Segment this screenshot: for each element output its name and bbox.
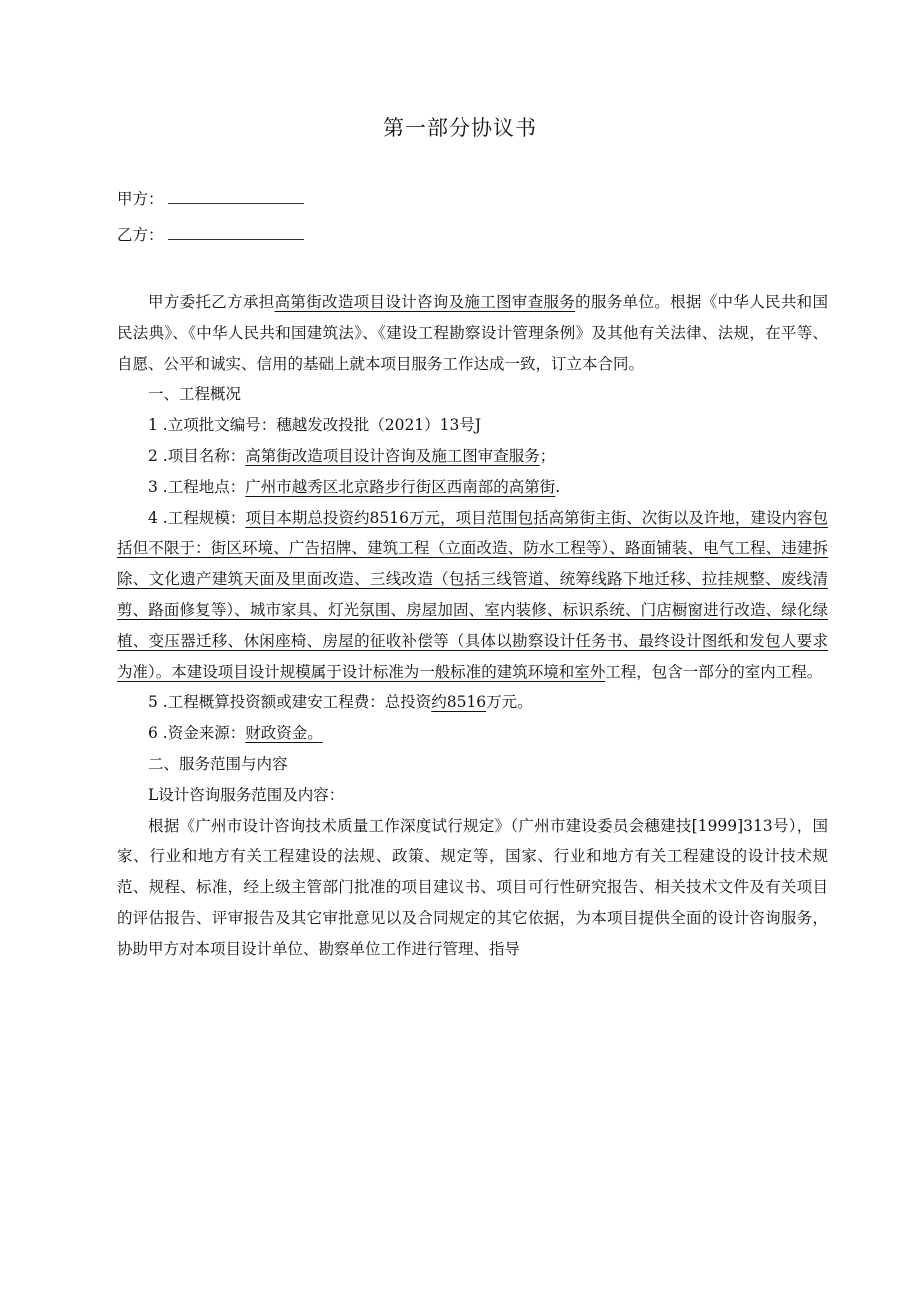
item-6-label: 6 .资金来源：	[148, 724, 246, 743]
party-b-line	[117, 223, 304, 245]
document-body	[117, 287, 828, 965]
item-1: 1 .立项批文编号：穗越发改投批（2021）13号J	[148, 416, 482, 435]
subsection-1-heading: L设计咨询服务范围及内容：	[148, 785, 345, 804]
intro-text-2: 的服务单位。根据《中华人民共和国民法典》、《中华人民共和国建筑法》、《建设工程勘察设计管理条例》及其他有关法律、法规，在平等、自愿、公平和诚实、信用的基础上就本项目服务工作达成一致，订立本合同。	[117, 293, 828, 373]
party-a-line	[117, 187, 304, 209]
item-3-end: .	[555, 477, 561, 496]
party-a-blank	[168, 189, 304, 204]
section-2-heading: 二、服务范围与内容	[148, 754, 288, 773]
item-6	[117, 718, 828, 749]
party-b-blank	[168, 225, 304, 240]
item-2	[117, 441, 828, 472]
item-3-value: 广州市越秀区北京路步行街区西南部的高第街	[245, 477, 556, 496]
item-3-label: 3 .工程地点：	[148, 477, 246, 496]
item-2-end: ；	[539, 446, 556, 465]
item-2-label: 2 .项目名称：	[148, 446, 246, 465]
item-5-value: 约8516	[431, 693, 487, 712]
page-title: 第一部分协议书	[383, 116, 537, 140]
item-4-label: 4 .工程规模：	[148, 508, 246, 527]
item-4	[117, 503, 828, 688]
consulting-paragraph: 根据《广州市设计咨询技术质量工作深度试行规定》（广州市建设委员会穗建技[1999]313号），国家、行业和地方有关工程建设的法规、政策、规定等，国家、行业和地方有关工程建设的设计技术规范、规程、标准，经上级主管部门批准的项目建议书、项目可行性研究报告、相关技术文件及有关项目的评估报告、评审报告及其它审批意见以及合同规定的其它依据，为本项目提供全面的设计咨询服务，协助甲方对本项目设计单位、勘察单位工作进行管理、指导	[117, 816, 828, 958]
party-b-label: 乙方：	[117, 226, 164, 244]
item-5	[117, 687, 828, 718]
intro-paragraph	[117, 287, 828, 379]
section-1-heading: 一、工程概况	[148, 385, 242, 404]
intro-project-name: 高第街改造项目设计咨询及施工图审查服务	[274, 293, 576, 311]
item-4-end: 工程，包含一部分的室内工程。	[605, 662, 823, 681]
item-3	[117, 472, 828, 503]
item-5-end: 万元。	[486, 693, 533, 712]
item-2-value: 高第街改造项目设计咨询及施工图审查服务	[245, 446, 540, 465]
party-a-label: 甲方：	[117, 190, 164, 208]
item-6-value: 财政资金。	[245, 724, 323, 743]
item-5-label: 5 .工程概算投资额或建安工程费：总投资	[148, 693, 432, 712]
intro-text-1: 甲方委托乙方承担	[148, 293, 275, 311]
item-4-value: 项目本期总投资约8516万元，项目范围包括高第街主街、次街以及许地，建设内容包括但不限于：街区环境、广告招牌、建筑工程（立面改造、防水工程等）、路面铺装、电气工程、违建拆除、文化遗产建筑天面及里面改造、三线改造（包括三线管道、统筹线路下地迁移、拉挂规整、废线清剪、路面修复等）、城市家具、灯光氛围、房屋加固、室内装修、标识系统、门店橱窗进行改造、绿化绿植、变压器迁移、休闲座椅、房屋的征收补偿等（具体以勘察设计任务书、最终设计图纸和发包人要求为准）。本建设项目设计规模属于设计标准为一般标准的建筑环境和室外	[117, 508, 828, 681]
